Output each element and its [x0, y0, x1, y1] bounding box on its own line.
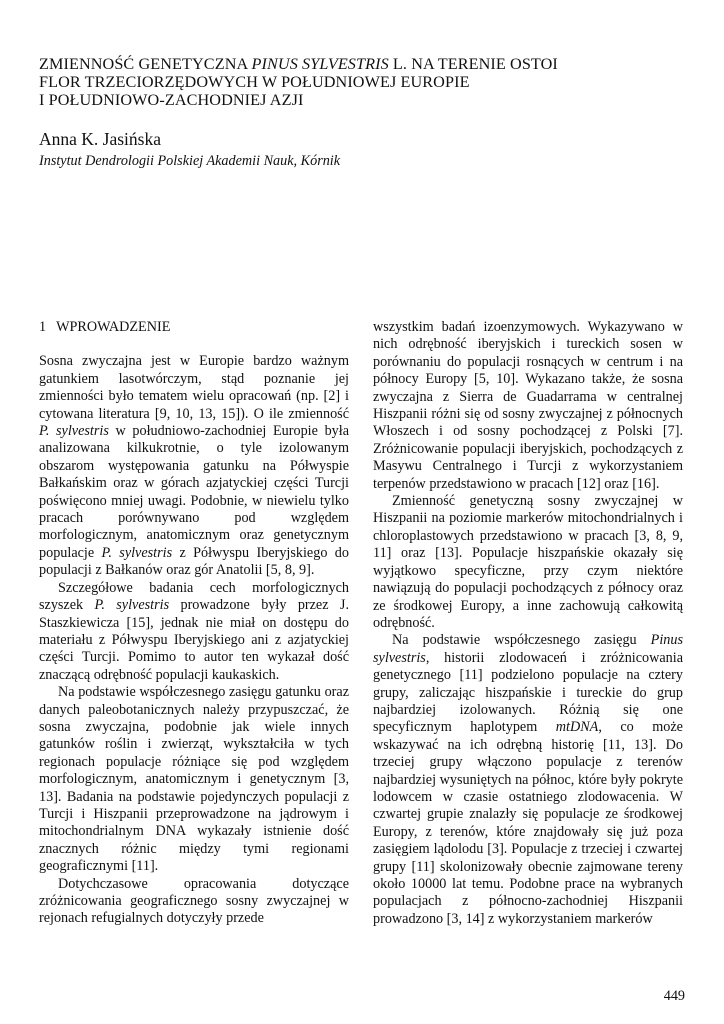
- author-affiliation: Instytut Dendrologii Polskiej Akademii Nauk, Kórnik: [39, 153, 341, 169]
- page-number: 449: [663, 988, 685, 1004]
- article-header: [39, 55, 689, 170]
- paragraph: Na podstawie współczesnego zasięgu gatunku oraz danych paleobotanicznych należy przypuszczać, że sosna zwyczajna, podobnie jak wiele innych gatunków roślin i zwierząt, wykształciła w tych regionach populacje różniące się pod względem morfologicznym, anatomicznym i genetycznym [3, 13]. Badania na podstawie pojedynczych populacji z Turcji i Hiszpanii przeprowadzone na jądrowym i mitochondrialnym DNA wykazały istnienie dość znacznych różnic między tymi regionami geograficznymi [11].: [39, 684, 349, 875]
- paragraph: wszystkim badań izoenzymowych. Wykazywano w nich odrębność iberyjskich i tureckich sosen w porównaniu do populacji rosnących w centrum i na północy Europy [5, 10]. Wykazano także, że sosna zwyczajna z Sierra de Guadarrama w centralnej Hiszpanii różni się od sosny zwyczajnej z północnych Włoszech i od sosny pochodzącej z Polski [7]. Zróżnicowanie populacji iberyjskich, pochodzących z Masywu Centralnego i Turcji z wykorzystaniem terpenów przedstawiono w pracach [12] oraz [16].: [373, 319, 683, 492]
- paragraph: Zmienność genetyczną sosny zwyczajnej w Hiszpanii na poziomie markerów mitochondrialnych i chloroplastowych przedstawiono w pracach [3, 8, 9, 11] oraz [13]. Populacje hiszpańskie okazały się wyjątkowo specyficzne, przy czym niektóre nawiązują do populacji pochodzących z północy oraz ze środkowej Europy, a inne zachowują całkowitą odrębność.: [373, 493, 683, 631]
- title-line-3: I POŁUDNIOWO-ZACHODNIEJ AZJI: [39, 91, 304, 109]
- paragraph: Szczegółowe badania cech morfologicznych szyszek P. sylvestris prowadzone były przez J. Staszkiewicza [15], jednak nie miał on dostępu do materiału z Półwyspu Iberyjskiego ani z azjatyckiej części Turcji. Pomimo to autor ten wykazał dość znaczącą odrębność populacji kaukaskich.: [39, 579, 349, 683]
- paragraph: Dotychczasowe opracowania dotyczące zróżnicowania geograficznego sosny zwyczajnej w rejonach refugialnych dotyczyły przede: [39, 875, 349, 927]
- section-heading: 1 WPROWADZENIE: [39, 319, 171, 335]
- paragraph: Sosna zwyczajna jest w Europie bardzo ważnym gatunkiem lasotwórczym, stąd poznanie jej zmienności było tematem wielu opracowań (np. [2] i cytowana literatura [9, 10, 13, 15]). O ile zmienność P. sylvestris w południowo-zachodniej Europie była analizowana kilkukrotnie, o tyle izolowanym obszarom występowania gatunku na Półwyspie Bałkańskim oraz w górach azjatyckiej części Turcji poświęcono mniej uwagi. Podobnie, w niewielu tylko pracach porównywano pod względem morfologicznym, anatomicznym oraz genetycznym populacje P. sylvestris z Półwyspu Iberyjskiego do populacji z Bałkanów oraz gór Anatolii [5, 8, 9].: [39, 353, 349, 579]
- right-column: [373, 319, 683, 928]
- left-column: [39, 319, 349, 928]
- paragraph: Na podstawie współczesnego zasięgu Pinus sylvestris, historii zlodowaceń i zróżnicowania genetycznego [11] podzielono populacje na cztery grupy, zaliczając hiszpańskie i tureckie do grup najbardziej izolowanych. Różnią się one specyficznym haplotypem mtDNA, co może wskazywać na ich odrębną historię [11, 13]. Do trzeciej grupy włączono populacje z terenów najbardziej wysuniętych na północ, które były pokryte lodowcem w czasie ostatniego zlodowacenia. W czwartej grupie znalazły się populacje ze środkowej Europy, z terenów, które znajdowały się już poza zasięgiem lądolodu [3]. Populacje z trzeciej i czwartej grupy [11] skolonizowały obecnie zajmowane tereny około 10000 lat temu. Podobne prace na wybranych populacjach z północno-zachodniej Hiszpanii prowadzono [3, 14] z wykorzystaniem markerów: [373, 632, 683, 927]
- article-title: [39, 55, 689, 109]
- author-name: Anna K. Jasińska: [39, 129, 161, 149]
- title-line-1: ZMIENNOŚĆ GENETYCZNA PINUS SYLVESTRIS L. NA TERENIE OSTOI: [39, 55, 558, 73]
- title-line-2: FLOR TRZECIORZĘDOWYCH W POŁUDNIOWEJ EUROPIE: [39, 73, 470, 91]
